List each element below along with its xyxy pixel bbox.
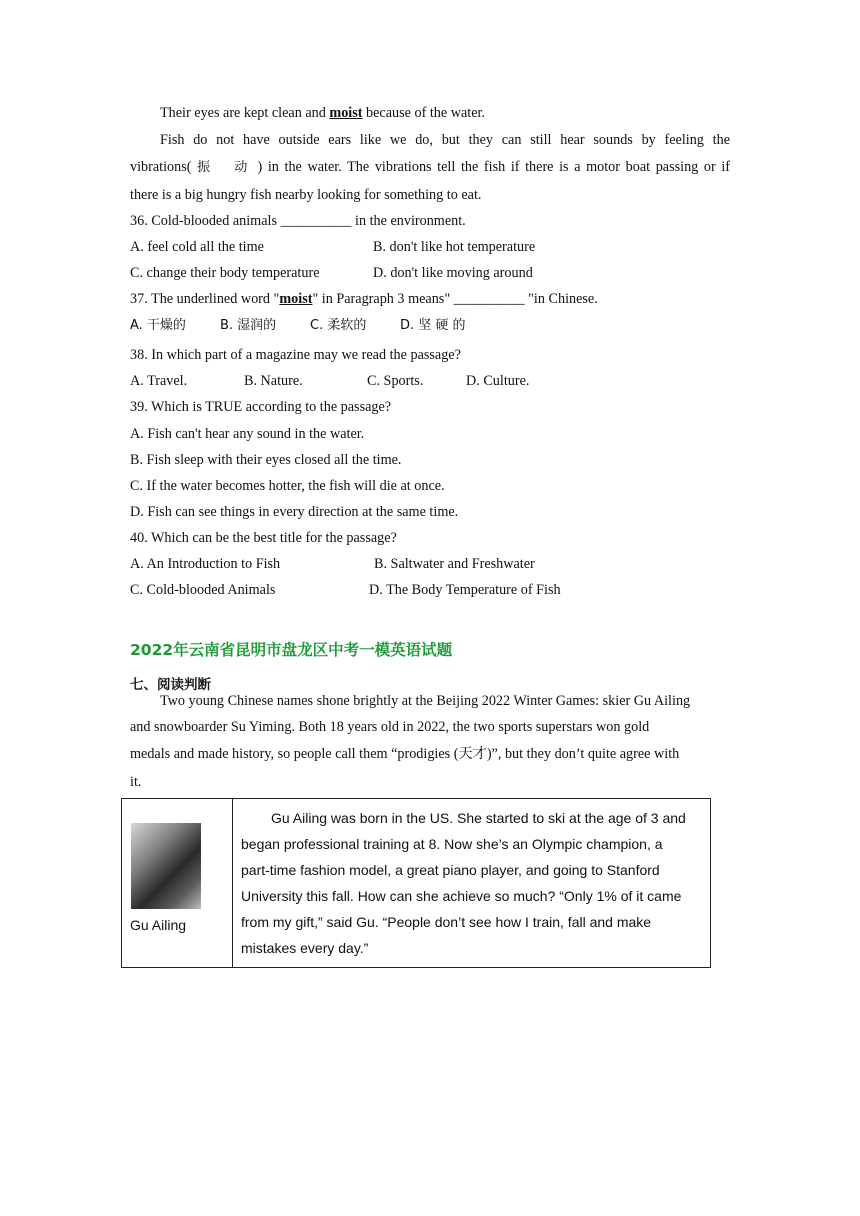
question-stem: 38. In which part of a magazine may we read the passage? [130, 347, 461, 363]
profile-line: mistakes every day.” [241, 940, 369, 956]
question-stem: 36. Cold-blooded animals __________ in the environment. [130, 213, 466, 229]
intro-line: it. [130, 774, 142, 790]
profile-text-cell [233, 799, 711, 968]
option-b: B. Saltwater and Freshwater [374, 556, 535, 572]
question-stem: 40. Which can be the best title for the passage? [130, 530, 397, 546]
question-text: " in Paragraph 3 means" __________ "in Chinese. [312, 291, 598, 307]
option-c: C. Sports. [367, 373, 424, 389]
option-c: C. change their body temperature [130, 265, 320, 281]
profile-line: University this fall. How can she achieve so much? “Only 1% of it came [241, 888, 682, 904]
option-c: C. 柔软的 [310, 318, 367, 333]
section-subtitle: 七、阅读判断 [130, 677, 211, 693]
section-title: 2022年云南省昆明市盘龙区中考一模英语试题 [130, 641, 453, 659]
passage-line [160, 104, 485, 122]
passage-line: Fish do not have outside ears like we do, but they can still hear sounds by feeling the [160, 132, 730, 148]
underlined-word: moist [329, 105, 363, 121]
intro-line: and snowboarder Su Yiming. Both 18 years old in 2022, the two sports superstars won gold [130, 719, 650, 735]
option-c: C. If the water becomes hotter, the fish will die at once. [130, 478, 445, 494]
profile-line: part-time fashion model, a great piano player, and going to Stanford [241, 862, 660, 878]
passage-text: ) in the water. The vibrations tell the fish if there is a motor boat passing or if [257, 159, 730, 175]
option-a: A. An Introduction to Fish [130, 556, 281, 572]
option-d: D. 坚 硬 的 [400, 318, 466, 333]
option-b: B. 湿润的 [220, 318, 277, 333]
option-d: D. don't like moving around [373, 265, 533, 281]
profile-table [121, 798, 711, 968]
option-a: A. 干燥的 [130, 318, 186, 333]
option-b: B. don't like hot temperature [373, 239, 536, 255]
option-d: D. Fish can see things in every direction at the same time. [130, 504, 459, 520]
chinese-gloss: 振 动 [197, 160, 258, 175]
intro-line: Two young Chinese names shone brightly at the Beijing 2022 Winter Games: skier Gu Ailing [160, 693, 691, 709]
intro-line: medals and made history, so people call them “prodigies (天才)”, but they don’t quite agree with [130, 746, 680, 762]
passage-line [130, 158, 730, 177]
option-c: C. Cold-blooded Animals [130, 582, 276, 598]
passage-text: Their eyes are kept clean and [160, 105, 330, 121]
option-b: B. Nature. [244, 373, 303, 389]
option-d: D. The Body Temperature of Fish [369, 582, 561, 598]
option-a: A. Fish can't hear any sound in the water. [130, 426, 365, 442]
profile-line: from my gift,” said Gu. “People don’t see how I train, fall and make [241, 914, 652, 930]
profile-line: Gu Ailing was born in the US. She started to ski at the age of 3 and [271, 810, 686, 826]
question-text: 37. The underlined word " [130, 291, 280, 307]
option-b: B. Fish sleep with their eyes closed all the time. [130, 452, 402, 468]
athlete-photo [131, 823, 201, 909]
option-a: A. Travel. [130, 373, 188, 389]
passage-text: because of the water. [362, 105, 485, 121]
underlined-word: moist [279, 291, 313, 307]
profile-line: began professional training at 8. Now she’s an Olympic champion, a [241, 836, 663, 852]
profile-text [241, 805, 701, 961]
profile-photo-cell [122, 799, 233, 968]
passage-text: vibrations( [130, 159, 198, 175]
question-stem: 39. Which is TRUE according to the passage? [130, 399, 392, 415]
option-d: D. Culture. [466, 373, 530, 389]
passage-line: there is a big hungry fish nearby looking for something to eat. [130, 187, 482, 203]
question-stem [130, 290, 598, 308]
option-a: A. feel cold all the time [130, 239, 264, 255]
photo-caption: Gu Ailing [130, 917, 187, 933]
